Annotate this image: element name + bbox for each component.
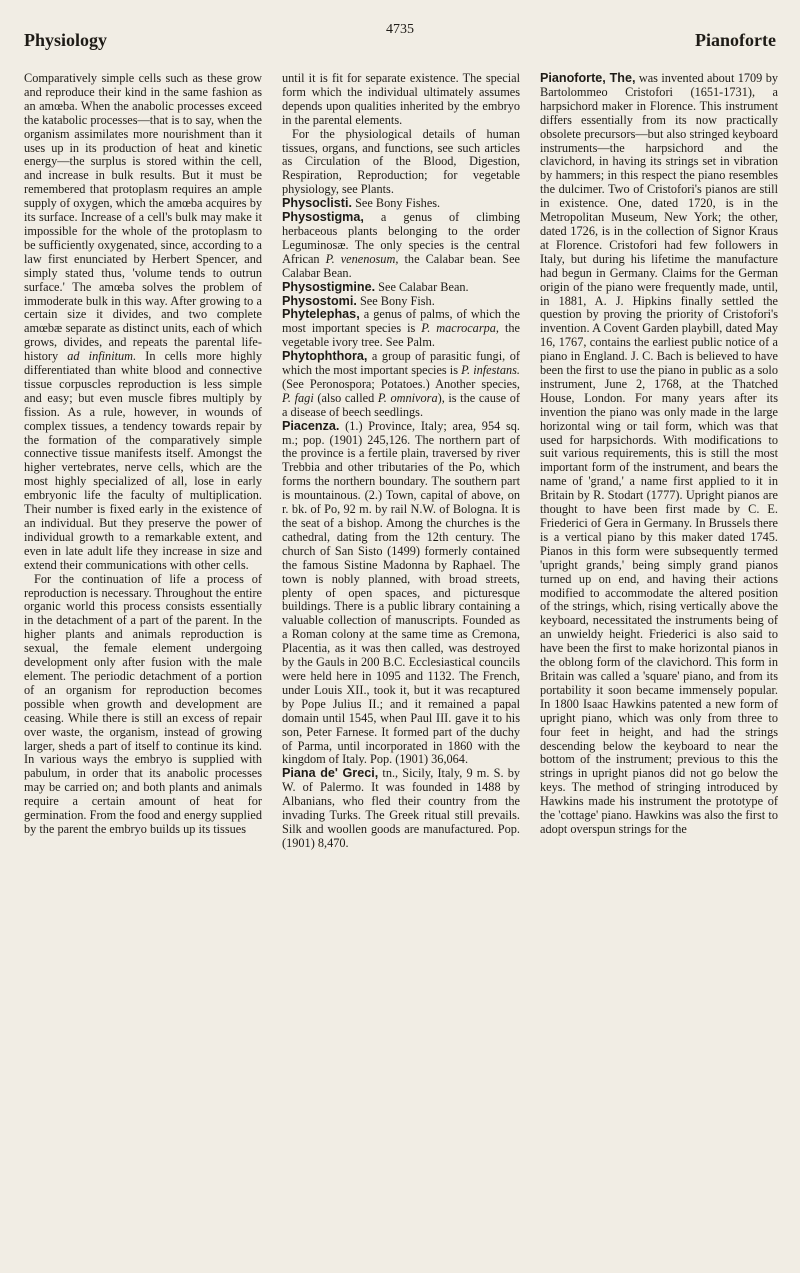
page-number: 4735 <box>386 22 414 37</box>
entry-pianoforte <box>540 72 778 837</box>
text-columns <box>24 72 778 1261</box>
entry-text: (1.) Province, Italy; area, 954 sq. m.; pop. (1901) 245,126. The northern part of the province is a fertile plain, traversed by river Trebbia and other tributaries of the Po, which forms the northern boundary. The southern part is mountainous. (2.) Town, capital of above, on r. bk. of Po, 92 m. by rail N.W. of Bologna. It is the seat of a bishop. Among the churches is the cathedral, dating from the 12th century. The church of San Sisto (1499) formerly contained the famous Sistine Madonna by Raphael. The town is nobly planned, with broad streets, plenty of open spaces, and picturesque buildings. There is a public library containing a valuable collection of manuscripts. Founded as a Roman colony at the same time as Cremona, Placentia, as it was then called, was destroyed by the Gauls in 200 B.C. Ecclesiastical councils were held here in 1095 and 1132. The French, under Louis XII., took it, but it was recaptured by Pope Julius II.; and it remained a papal domain until 1545, when Paul III. gave it to his son, Peter Farnese. It formed part of the duchy of Parma, until incorporated in 1860 with the kingdom of Italy. Pop. (1901) 36,064. <box>282 418 520 767</box>
paragraph-text: Comparatively simple cells such as these grow and reproduce their kind in the same fashion as an amœba. When the anabolic processes exceed the katabolic processes—that is to say, when the organism assimilates more nourishment than it uses up in its production of heat and kinetic energy—the surplus is stored within the cell, and increase in bulk results. But it must be remembered that protoplasm requires an ample supply of oxygen, which the amœba acquires by its surface. Increase of a cell's bulk may make it impossible for the whole of the protoplasm to be sufficiently oxygenated, since, according to a law first enunciated by Herbert Spencer, and simply stated thus, 'volume tends to outrun surface.' The amœba solves the problem of immoderate bulk in this way. After growing to a certain size it divides, and two complete amœbæ separate as distinct units, each of which grows, divides, and repeats the parental life-history <box>24 72 262 364</box>
entry-physostigma <box>282 211 520 281</box>
headword: Piacenza. <box>282 418 340 433</box>
entry-phytelephas <box>282 308 520 350</box>
headword: Pianoforte, The, <box>540 72 636 85</box>
entry-physostomi <box>282 295 520 309</box>
entry-text: a group of parasitic fungi, of which the most important species is <box>282 349 520 378</box>
headword: Phytelephas, <box>282 307 360 322</box>
entry-text: was invented about 1709 by Bartolommeo Cristofori (1651-1731), a harpsichord maker in Florence. This instrument differs essentially from its now practically obsolete precursors—but also stringed keyboard instruments—the harpsichord and the clavichord, in having its strings set in vibration by hammers; in this respect the piano resembles the dulcimer. Two of Cristofori's pianos are still in existence. One, dated 1720, is in the Metropolitan Museum, New York; the other, dated 1726, is in the collection of Signor Kraus at Florence. Cristofori had few followers in Italy, but during his lifetime the manufacture had begun in Germany. Claims for the German origin of the piano were frequently made, until, in 1881, A. J. Hipkins finally settled the question by proving the priority of Cristofori's invention. A Covent Garden playbill, dated May 16, 1767, contains the earliest public notice of a piano in England. J. C. Bach is believed to have been the first to use the piano in public as a solo instrument, June 2, 1768, at the Thatched House, London. For many years after its invention the piano was only made in the large horizontal wing or tail form, which was that used for harpsichords. With modifications to suit various requirements, this is still the most important form of the instrument, and bears the name of 'grand,' a name first applied to it in Britain by R. Stodart (1777). Upright pianos are thought to have been first made by C. E. Friederici of Gera in Germany. In Brussels there is a vertical piano by this maker dated 1745. Pianos in this form were subsequently termed 'upright grands,' being simply grand pianos turned up on end, and having their actions modified to accommodate the altered position of the strings, which, rising vertically above the keyboard, necessitated the instruments being of an unwieldy height. Friederici is also said to have been the first to make horizontal pianos in the oblong form of the clavichord. This form in Britain was called a 'square' piano, and from its portability it soon became immensely popular. In 1800 Isaac Hawkins patented a new form of upright piano, which was only from three to four feet in height, and had the strings descending below the keyboard to near the bottom of the instrument; previous to this the strings in upright pianos did not go below the keys. The method of stringing introduced by Hawkins made his instrument the prototype of the 'cottage' piano. Hawkins was also the first to adopt overspun strings for the <box>540 72 778 836</box>
entry-text: ), is the cause of a disease of beech seedlings. <box>282 390 520 419</box>
italic-phrase: P. fagi <box>282 390 314 405</box>
italic-phrase: P. venenosum, <box>325 251 399 266</box>
column-1 <box>24 72 262 1261</box>
paragraph <box>282 72 520 128</box>
entry-text: a genus of palms, of which the most important species is <box>282 307 520 336</box>
italic-phrase: P. infestans. <box>461 363 520 378</box>
entry-text: the Calabar bean. See Calabar Bean. <box>282 251 520 280</box>
headword: Physoclisti. <box>282 196 352 211</box>
headword: Phytophthora, <box>282 349 368 364</box>
column-2 <box>282 72 520 1261</box>
headword: Physostigmine. <box>282 279 376 294</box>
paragraph <box>282 128 520 198</box>
paragraph <box>24 72 262 573</box>
entry-text: the vegetable ivory tree. See Palm. <box>282 321 520 350</box>
entry-text: a genus of climbing herbaceous plants belonging to the order Leguminosæ. The only species is the central African <box>282 210 520 266</box>
entry-physoclisti <box>282 197 520 211</box>
italic-phrase: P. macrocarpa, <box>421 321 499 336</box>
headword: Piana de' Greci, <box>282 766 379 781</box>
running-header <box>24 22 776 62</box>
paragraph-text: until it is fit for separate existence. The special form which the individual ultimately assumes depends upon qualities inherited by the embryo in the parental elements. <box>282 72 520 127</box>
entry-text: See Calabar Bean. <box>378 279 469 294</box>
entry-phytophthora <box>282 350 520 420</box>
paragraph-text: For the continuation of life a process of reproduction is necessary. Throughout the entire organic world this process consists essentially in the detachment of a part of the parent. In the higher plants and animals reproduction is sexual, the female element undergoing development only after fusion with the male element. The periodic detachment of a portion of an organism for reproduction becomes possible when growth and development are ceasing. While there is still an excess of repair over waste, the organism, instead of growing larger, sheds a part of itself to continue its kind. In various ways the embryo is supplied with pabulum, in order that its anabolic processes may be carried on; and both plants and animals require a certain amount of heat for germination. From the food and energy supplied by the parent the embryo builds up its tissues <box>24 571 262 836</box>
entry-text: (also called <box>317 390 375 405</box>
paragraph <box>24 573 262 837</box>
entry-text: See Bony Fishes. <box>355 196 441 211</box>
entry-piana-de-greci <box>282 767 520 850</box>
headword: Physostigma, <box>282 210 364 225</box>
entry-text: tn., Sicily, Italy, 9 m. S. by W. of Palermo. It was founded in 1488 by Albanians, who fled their country from the invading Turks. The Greek ritual still prevails. Silk and woollen goods are manufactured. Pop. (1901) 8,470. <box>282 766 520 850</box>
entry-physostigmine <box>282 281 520 295</box>
paragraph-text: In cells more highly differentiated than white blood and connective tissue corpuscles reproduction is less simple and easy; but even muscle fibres multiply by fission. As a rule, however, in wounds of complex tissues, a tendency towards repair by the formation of the comparatively simple connective tissue manifests itself. Amongst the higher vertebrates, nerve cells, which are the most highly specialized of all, lose in early embryonic life the faculty of multiplication. Their number is fixed early in the existence of an individual. But they preserve the power of individual growth to a remarkable extent, and even in late adult life they increase in size and extend their communications with other cells. <box>24 349 262 572</box>
column-3 <box>540 72 778 1261</box>
entry-text: (See Peronospora; Potatoes.) Another species, <box>282 376 520 391</box>
entry-text: See Bony Fish. <box>359 293 435 308</box>
italic-phrase: P. omnivora <box>377 390 438 405</box>
header-right-guideword: Pianoforte <box>695 30 776 50</box>
paragraph-text: For the physiological details of human tissues, organs, and functions, see such articles as Circulation of the Blood, Digestion, Respiration, Reproduction; for vegetable physiology, see Plants. <box>282 126 520 197</box>
entry-piacenza <box>282 420 520 768</box>
italic-phrase: ad infinitum. <box>67 349 137 364</box>
header-left-guideword: Physiology <box>24 30 108 50</box>
headword: Physostomi. <box>282 293 357 308</box>
